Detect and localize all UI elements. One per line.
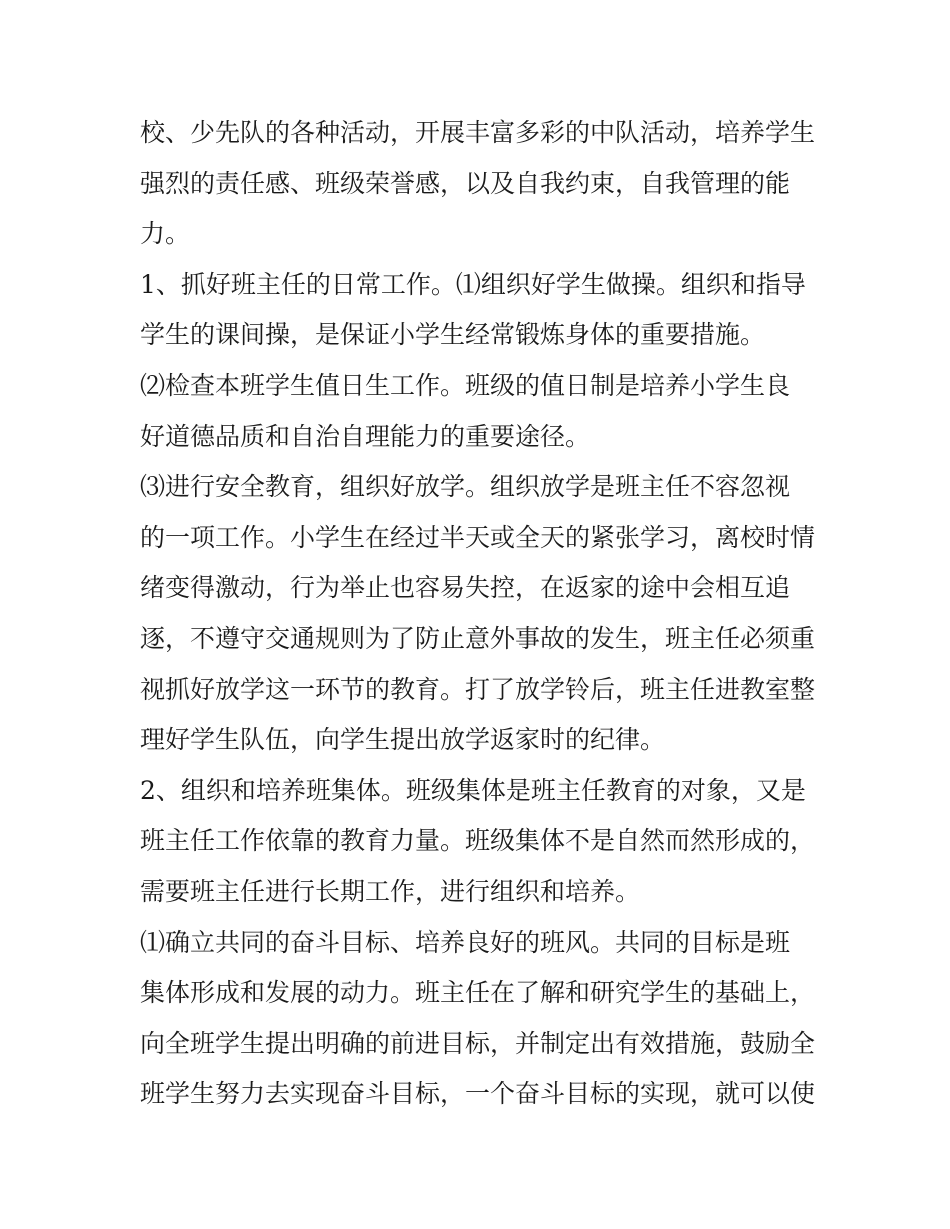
text-line-20: 班学生努力去实现奋斗目标，一个奋斗目标的实现，就可以使: [140, 1079, 816, 1109]
text-line-1: 校、少先队的各种活动，开展丰富多彩的中队活动，培养学生: [140, 118, 816, 147]
text-line-6: ⑵检查本班学生值日生工作。班级的值日制是培养小学生良: [140, 370, 791, 400]
text-line-3: 力。: [140, 219, 191, 249]
text-line-14: 2、组织和培养班集体。班级集体是班主任教育的对象，又是: [140, 775, 806, 805]
text-line-15: 班主任工作依靠的教育力量。班级集体不是自然而然形成的，: [140, 826, 816, 856]
text-line-9: 的一项工作。小学生在经过半天或全天的紧张学习，离校时情: [140, 522, 816, 552]
text-line-7: 好道德品质和自治自理能力的重要途径。: [140, 421, 591, 451]
text-line-11: 逐，不遵守交通规则为了防止意外事故的发生，班主任必须重: [140, 623, 816, 653]
text-line-5: 学生的课间操，是保证小学生经常锻炼身体的重要措施。: [140, 320, 766, 350]
text-line-18: 集体形成和发展的动力。班主任在了解和研究学生的基础上，: [140, 978, 816, 1008]
text-line-8: ⑶进行安全教育，组织好放学。组织放学是班主任不容忽视: [140, 472, 791, 502]
text-line-2: 强烈的责任感、班级荣誉感，以及自我约束，自我管理的能: [140, 168, 791, 198]
text-line-16: 需要班主任进行长期工作，进行组织和培养。: [140, 876, 641, 906]
text-line-19: 向全班学生提出明确的前进目标，并制定出有效措施，鼓励全: [140, 1028, 816, 1058]
body-text: [140, 108, 820, 1120]
text-line-12: 视抓好放学这一环节的教育。打了放学铃后，班主任进教室整: [140, 674, 816, 704]
text-line-10: 绪变得激动，行为举止也容易失控，在返家的途中会相互追: [140, 573, 791, 603]
text-line-4: 1、抓好班主任的日常工作。⑴组织好学生做操。组织和指导: [140, 269, 806, 299]
text-line-13: 理好学生队伍，向学生提出放学返家时的纪律。: [140, 725, 666, 755]
text-line-17: ⑴确立共同的奋斗目标、培养良好的班风。共同的目标是班: [140, 927, 791, 957]
